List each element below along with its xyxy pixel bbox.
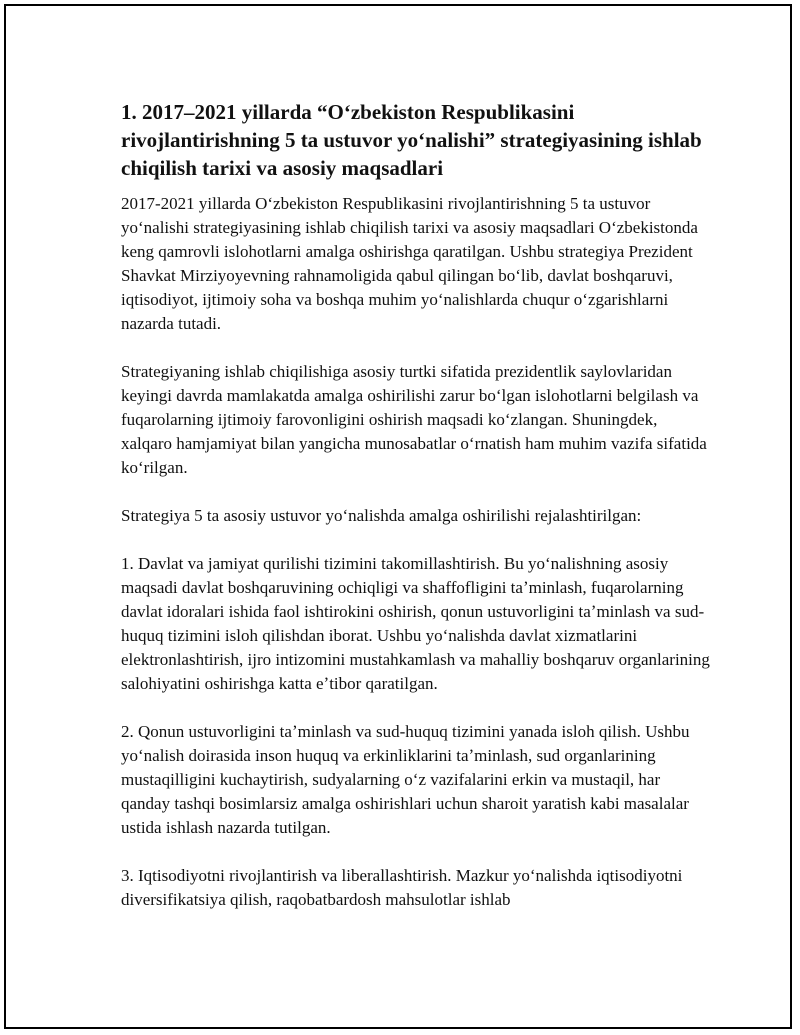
document-body (121, 98, 711, 936)
paragraph-directions-intro: Strategiya 5 ta asosiy ustuvor yoʻnalishda amalga oshirilishi rejalashtirilgan: (121, 506, 642, 525)
paragraph-direction-1: 1. Davlat va jamiyat qurilishi tizimini takomillashtirish. Bu yoʻnalishning asosiy maqsadi davlat boshqaruvining ochiqligi va shaffofligini taʼminlash, fuqarolarning davlat idoralari ishida faol ishtirokini oshirish, qonun ustuvorligini taʼminlash va sud-huquq tizimini isloh qilishdan iborat. Ushbu yoʻnalishda davlat xizmatlarini elektronlashtirish, ijro intizomini mustahkamlash va mahalliy boshqaruv organlarining salohiyatini oshirishga katta eʼtibor qaratilgan. (121, 554, 710, 693)
paragraph-direction-3: 3. Iqtisodiyotni rivojlantirish va liberallashtirish. Mazkur yoʻnalishda iqtisodiyotni diversifikatsiya qilish, raqobatbardosh mahsulotlar ishlab (121, 866, 683, 909)
document-page (4, 4, 792, 1029)
paragraph-direction-2: 2. Qonun ustuvorligini taʼminlash va sud-huquq tizimini yanada isloh qilish. Ushbu yoʻnalish doirasida inson huquq va erkinliklarini taʼminlash, sud organlarining mustaqilligini kuchaytirish, sudyalarning oʻz vazifalarini erkin va mustaqil, har qanday tashqi bosimlarsiz amalga oshirishlari uchun sharoit yaratish kabi masalalar ustida ishlash nazarda tutilgan. (121, 722, 690, 837)
paragraph-motivation: Strategiyaning ishlab chiqilishiga asosiy turtki sifatida prezidentlik saylovlaridan keyingi davrda mamlakatda amalga oshirilishi zarur boʻlgan islohotlarni belgilash va fuqarolarning ijtimoiy farovonligini oshirish maqsadi koʻzlangan. Shuningdek, xalqaro hamjamiyat bilan yangicha munosabatlar oʻrnatish ham muhim vazifa sifatida koʻrilgan. (121, 362, 707, 477)
section-heading: 1. 2017–2021 yillarda “Oʻzbekiston Respublikasini rivojlantirishning 5 ta ustuvor yoʻnalishi” strategiyasining ishlab chiqilish tarixi va asosiy maqsadlari (121, 100, 702, 180)
paragraph-intro: 2017-2021 yillarda Oʻzbekiston Respublikasini rivojlantirishning 5 ta ustuvor yoʻnalishi strategiyasining ishlab chiqilish tarixi va asosiy maqsadlari Oʻzbekistonda keng qamrovli islohotlarni amalga oshirishga qaratilgan. Ushbu strategiya Prezident Shavkat Mirziyoyevning rahnamoligida qabul qilingan boʻlib, davlat boshqaruvi, iqtisodiyot, ijtimoiy soha va boshqa muhim yoʻnalishlarda chuqur oʻzgarishlarni nazarda tutadi. (121, 194, 698, 333)
